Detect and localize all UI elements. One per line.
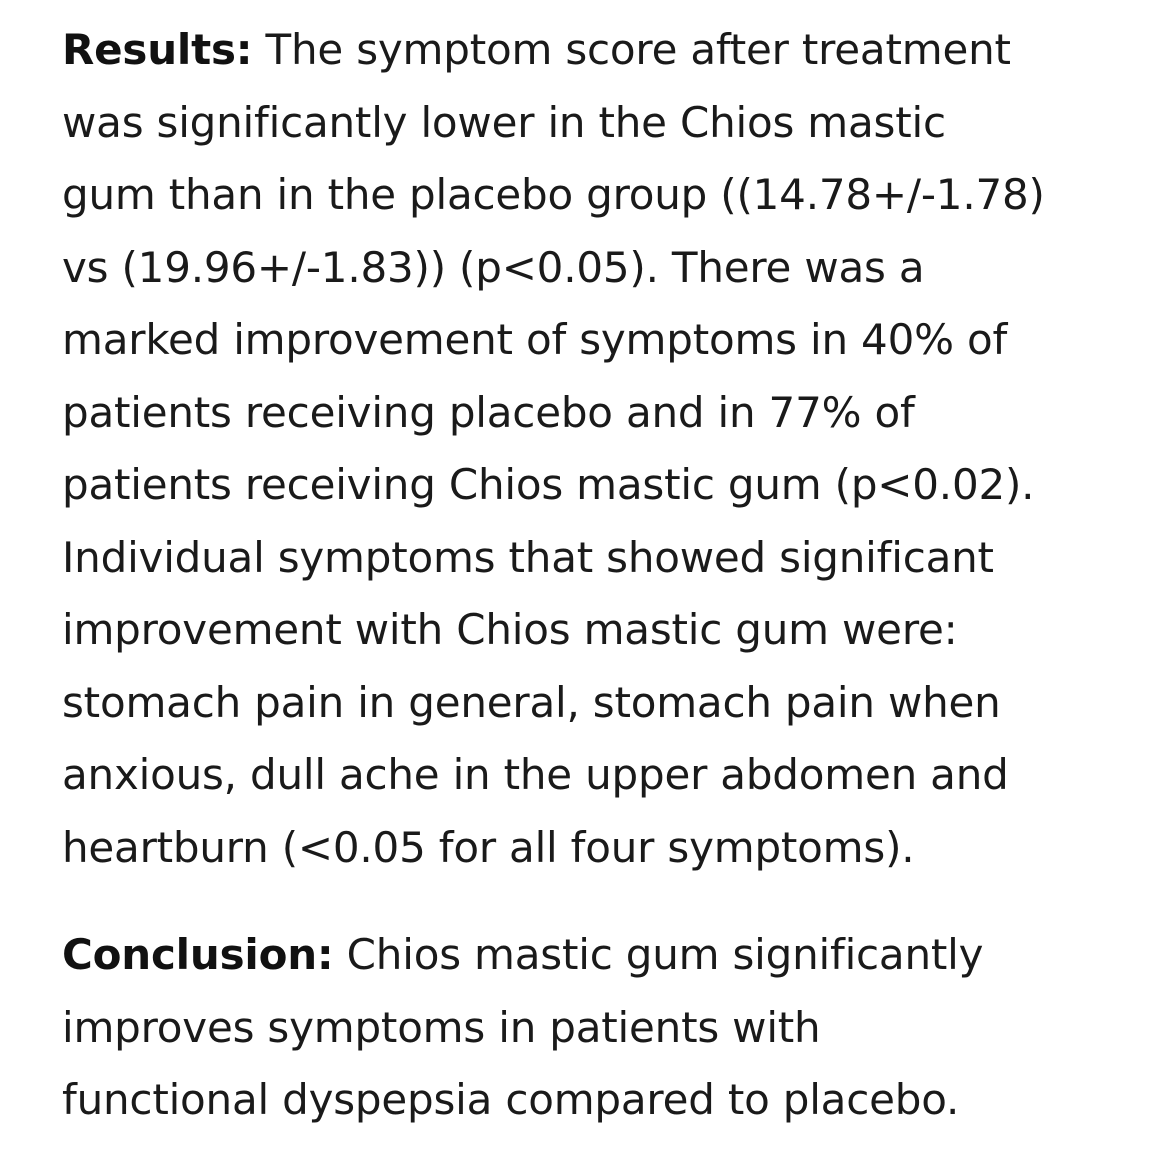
results-line-3: gum than in the placebo group ((14.78+/-1.78) (62, 170, 1045, 219)
results-line-5: marked improvement of symptoms in 40% of (62, 315, 1008, 364)
results-line-8: Individual symptoms that showed significant (62, 532, 994, 582)
results-heading: Results: (62, 25, 253, 74)
conclusion-heading: Conclusion: (62, 930, 334, 979)
results-line-4: vs (19.96+/-1.83)) (p<0.05). There was a (62, 242, 925, 292)
results-line-7: patients receiving Chios mastic gum (p<0.02). (62, 460, 1035, 509)
results-line-9: improvement with Chios mastic gum were: (62, 605, 958, 654)
results-paragraph (62, 14, 1147, 884)
results-line-10: stomach pain in general, stomach pain when (62, 677, 1001, 727)
conclusion-paragraph (62, 919, 1147, 1137)
conclusion-text-1: Chios mastic gum significantly (333, 930, 984, 979)
conclusion-line-1 (62, 919, 1147, 992)
conclusion-line-2: improves symptoms in patients with (62, 1002, 821, 1052)
results-line-11: anxious, dull ache in the upper abdomen and (62, 750, 1009, 799)
results-line-1 (62, 14, 1147, 87)
results-text-1: The symptom score after treatment (252, 25, 1011, 74)
results-line-12: heartburn (<0.05 for all four symptoms). (62, 822, 915, 872)
results-line-6: patients receiving placebo and in 77% of (62, 387, 915, 437)
abstract-excerpt (62, 14, 1147, 1137)
results-line-2: was significantly lower in the Chios mastic (62, 97, 946, 147)
conclusion-line-3: functional dyspepsia compared to placebo. (62, 1075, 960, 1124)
paragraph-spacer (62, 884, 1147, 919)
